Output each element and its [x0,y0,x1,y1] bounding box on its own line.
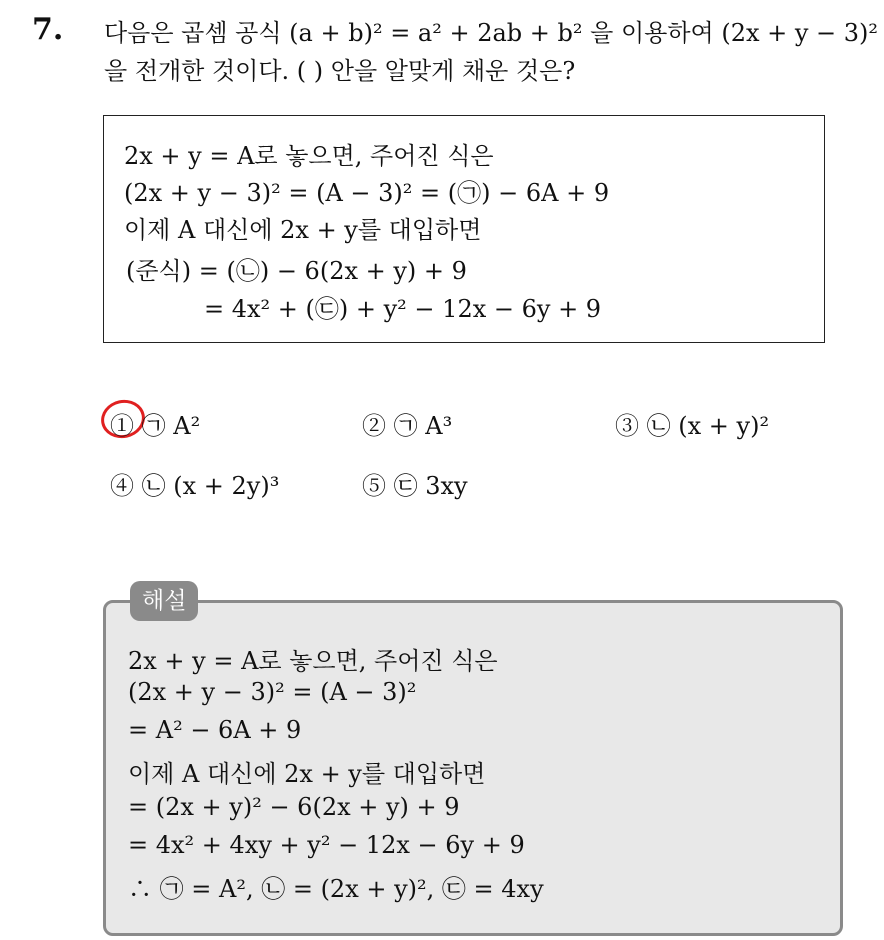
problem-line: (준식) = (㉡) − 6(2x + y) + 9 [126,257,467,285]
question-line-2: 을 전개한 것이다. ( ) 안을 알맞게 채운 것은? [104,57,576,85]
solution-line: 2x + y = A로 놓으면, 주어진 식은 [128,647,498,675]
solution-line: (2x + y − 3)² = (A − 3)² [128,678,417,706]
problem-line: 2x + y = A로 놓으면, 주어진 식은 [124,142,494,170]
problem-box [103,115,825,343]
solution-line: 이제 A 대신에 2x + y를 대입하면 [128,760,486,788]
question-number: 7. [32,12,64,47]
choice-5[interactable]: ⑤ ㉢ 3xy [362,472,468,500]
solution-box [103,600,843,936]
choice-3[interactable]: ③ ㉡ (x + y)² [615,412,770,440]
problem-line: = 4x² + (㉢) + y² − 12x − 6y + 9 [204,295,602,323]
choice-1[interactable]: ① ㉠ A² [110,412,201,440]
solution-tag: 해설 [130,581,198,621]
choice-4[interactable]: ④ ㉡ (x + 2y)³ [110,472,280,500]
problem-line: 이제 A 대신에 2x + y를 대입하면 [124,216,482,244]
solution-line: = 4x² + 4xy + y² − 12x − 6y + 9 [128,831,525,859]
question-text [104,14,879,90]
solution-line: = A² − 6A + 9 [128,716,302,744]
solution-line: ∴ ㉠ = A², ㉡ = (2x + y)², ㉢ = 4xy [128,875,544,903]
solution-line: = (2x + y)² − 6(2x + y) + 9 [128,793,460,821]
problem-line: (2x + y − 3)² = (A − 3)² = (㉠) − 6A + 9 [124,179,610,207]
choice-2[interactable]: ② ㉠ A³ [362,412,453,440]
question-line-1: 다음은 곱셈 공식 (a + b)² = a² + 2ab + b² 을 이용하여 (2x + y − 3)² [104,19,879,47]
